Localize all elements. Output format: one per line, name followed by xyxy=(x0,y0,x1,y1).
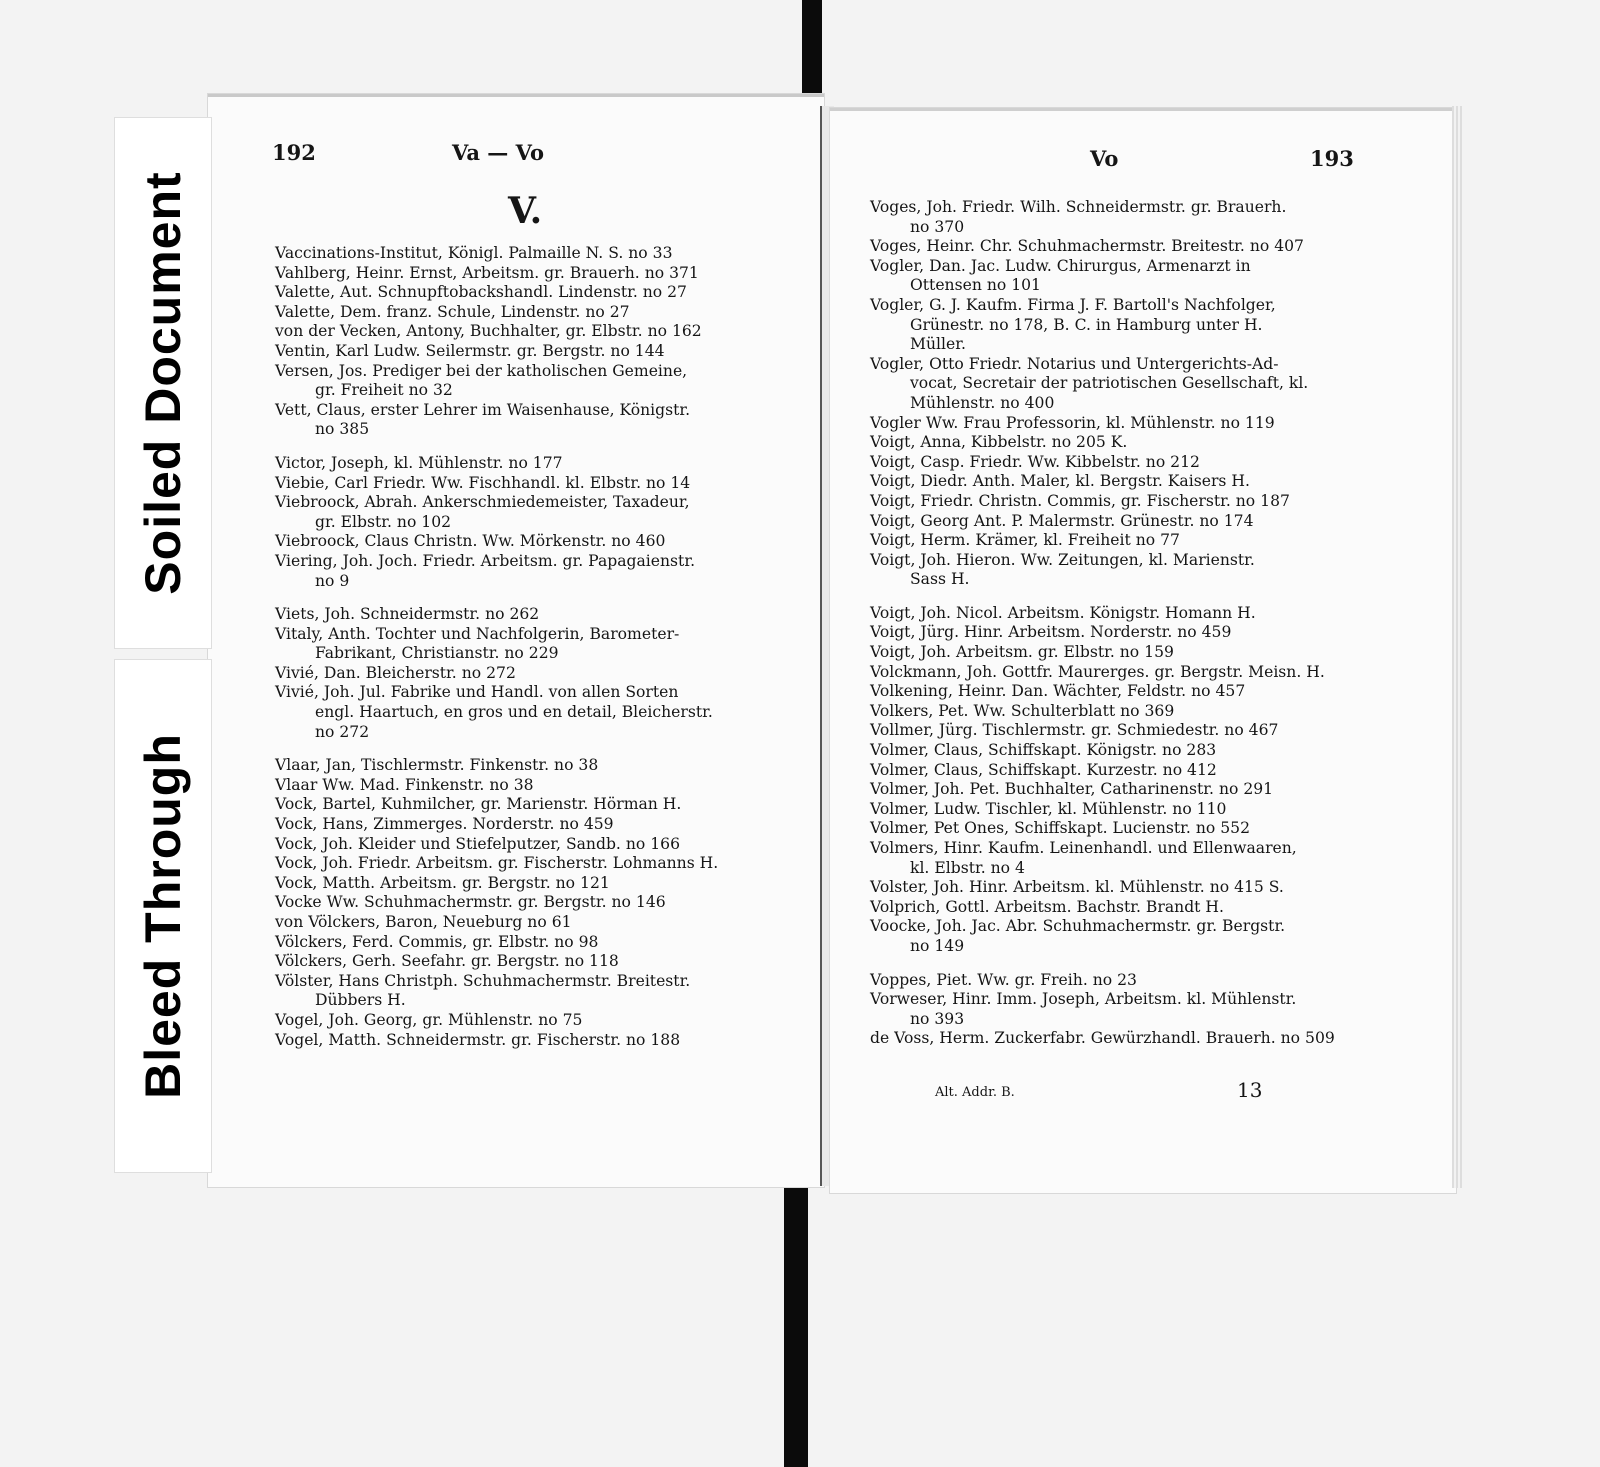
directory-entry xyxy=(275,342,787,362)
entry-line: Voocke, Joh. Jac. Abr. Schuhmachermstr. gr. Bergstr. xyxy=(870,917,1286,936)
entry-line: Viebroock, Abrah. Ankerschmiedemeister, Taxadeur, xyxy=(275,493,690,512)
entry-line: Völckers, Gerh. Seefahr. gr. Bergstr. no 118 xyxy=(275,952,619,971)
soiled-document-label xyxy=(115,118,211,648)
entry-line: Viebie, Carl Friedr. Ww. Fischhandl. kl. Elbstr. no 14 xyxy=(275,473,691,492)
directory-entry xyxy=(870,741,1390,761)
directory-entry xyxy=(870,604,1390,624)
directory-entry xyxy=(275,972,787,1011)
entry-line: Volmer, Pet Ones, Schiffskapt. Lucienstr. no 552 xyxy=(870,819,1250,838)
directory-entry xyxy=(870,551,1390,590)
entry-continuation-line: Grünestr. no 178, B. C. in Hamburg unter H. xyxy=(910,315,1263,334)
directory-entry xyxy=(870,800,1390,820)
footer-signature-number: 13 xyxy=(1237,1078,1263,1102)
entry-continuation-line: Mühlenstr. no 400 xyxy=(910,393,1055,412)
soiled-document-text: Soiled Document xyxy=(135,171,191,595)
directory-entry xyxy=(870,237,1390,257)
entry-continuation-line: Sass H. xyxy=(910,570,970,589)
bleed-through-text: Bleed Through xyxy=(135,733,191,1099)
entry-line: Völckers, Ferd. Commis, gr. Elbstr. no 98 xyxy=(275,932,599,951)
entry-gap xyxy=(275,591,787,605)
directory-entry xyxy=(870,414,1390,434)
entry-line: Volmer, Claus, Schiffskapt. Königstr. no 283 xyxy=(870,741,1217,760)
entry-line: Voges, Joh. Friedr. Wilh. Schneidermstr. gr. Brauerh. xyxy=(870,198,1287,216)
entry-line: Valette, Dem. franz. Schule, Lindenstr. no 27 xyxy=(275,302,630,321)
entry-line: Völster, Hans Christph. Schuhmachermstr. Breitestr. xyxy=(275,971,691,990)
directory-entry xyxy=(870,296,1390,355)
entry-line: Vivié, Dan. Bleicherstr. no 272 xyxy=(275,663,516,682)
entry-line: Vollmer, Jürg. Tischlermstr. gr. Schmiedestr. no 467 xyxy=(870,721,1279,740)
entry-line: Vock, Joh. Kleider und Stiefelputzer, Sandb. no 166 xyxy=(275,834,681,853)
entry-line: Vogler, Otto Friedr. Notarius und Untergerichts-Ad- xyxy=(870,354,1279,373)
directory-entry xyxy=(870,780,1390,800)
entry-line: Vivié, Joh. Jul. Fabrike und Handl. von allen Sorten xyxy=(275,683,679,702)
entry-line: Voigt, Casp. Friedr. Ww. Kibbelstr. no 212 xyxy=(870,452,1200,471)
entry-continuation-line: gr. Elbstr. no 102 xyxy=(315,512,452,531)
right-running-head: Vo xyxy=(1090,146,1119,171)
entry-line: Volmer, Ludw. Tischler, kl. Mühlenstr. no 110 xyxy=(870,799,1227,818)
directory-entry xyxy=(870,878,1390,898)
entry-line: Versen, Jos. Prediger bei der katholischen Gemeine, xyxy=(275,361,688,380)
left-page-number: 192 xyxy=(272,140,316,165)
entry-line: Vogler Ww. Frau Professorin, kl. Mühlenstr. no 119 xyxy=(870,413,1275,432)
directory-entry xyxy=(275,756,787,776)
entry-line: von Völckers, Baron, Neueburg no 61 xyxy=(275,913,572,931)
entry-line: Vogel, Matth. Schneidermstr. gr. Fischerstr. no 188 xyxy=(275,1030,681,1049)
entry-line: Valette, Aut. Schnupftobackshandl. Lindenstr. no 27 xyxy=(275,283,687,302)
footer-signature: Alt. Addr. B. xyxy=(935,1085,1015,1100)
entry-line: Vock, Matth. Arbeitsm. gr. Bergstr. no 121 xyxy=(275,873,610,892)
directory-entry xyxy=(275,1031,787,1051)
entry-line: Vock, Joh. Friedr. Arbeitsm. gr. Fischerstr. Lohmanns H. xyxy=(275,854,719,873)
entry-line: Voigt, Jürg. Hinr. Arbeitsm. Norderstr. no 459 xyxy=(870,623,1232,642)
directory-entry xyxy=(870,663,1390,683)
entry-continuation-line: Fabrikant, Christianstr. no 229 xyxy=(315,644,559,663)
directory-entry xyxy=(870,198,1390,237)
left-entry-list xyxy=(275,244,787,1050)
directory-entry xyxy=(275,874,787,894)
directory-entry xyxy=(275,893,787,913)
entry-continuation-line: kl. Elbstr. no 4 xyxy=(910,858,1025,877)
directory-entry xyxy=(275,933,787,953)
entry-line: Viering, Joh. Joch. Friedr. Arbeitsm. gr. Papagaienstr. xyxy=(275,551,696,570)
directory-entry xyxy=(870,971,1390,991)
directory-entry xyxy=(275,683,787,742)
entry-line: Viebroock, Claus Christn. Ww. Mörkenstr. no 460 xyxy=(275,532,666,551)
directory-entry xyxy=(275,795,787,815)
directory-entry xyxy=(275,815,787,835)
directory-entry xyxy=(870,839,1390,878)
entry-continuation-line: no 393 xyxy=(910,1009,965,1028)
page-edges xyxy=(1452,106,1462,1188)
entry-continuation-line: Dübbers H. xyxy=(315,991,406,1010)
directory-entry xyxy=(870,355,1390,414)
directory-entry xyxy=(275,952,787,972)
entry-continuation-line: gr. Freiheit no 32 xyxy=(315,381,453,400)
entry-line: von der Vecken, Antony, Buchhalter, gr. Elbstr. no 162 xyxy=(275,322,702,341)
entry-line: Vogler, G. J. Kaufm. Firma J. F. Bartoll's Nachfolger, xyxy=(870,295,1276,314)
directory-entry xyxy=(870,433,1390,453)
entry-line: Voigt, Diedr. Anth. Maler, kl. Bergstr. Kaisers H. xyxy=(870,472,1250,491)
directory-entry xyxy=(275,605,787,625)
directory-entry xyxy=(275,664,787,684)
directory-entry xyxy=(870,472,1390,492)
entry-line: Vett, Claus, erster Lehrer im Waisenhause, Königstr. xyxy=(275,400,691,419)
entry-line: Viets, Joh. Schneidermstr. no 262 xyxy=(275,605,540,624)
entry-line: Volkers, Pet. Ww. Schulterblatt no 369 xyxy=(870,701,1175,720)
directory-entry xyxy=(275,401,787,440)
directory-entry xyxy=(870,257,1390,296)
entry-line: Vorweser, Hinr. Imm. Joseph, Arbeitsm. kl. Mühlenstr. xyxy=(870,990,1297,1009)
directory-entry xyxy=(870,990,1390,1029)
entry-line: Vlaar Ww. Mad. Finkenstr. no 38 xyxy=(275,775,534,794)
entry-line: Voigt, Joh. Hieron. Ww. Zeitungen, kl. Marienstr. xyxy=(870,550,1255,569)
directory-entry xyxy=(275,835,787,855)
directory-entry xyxy=(870,761,1390,781)
entry-line: Voigt, Anna, Kibbelstr. no 205 K. xyxy=(870,433,1128,452)
entry-line: Voppes, Piet. Ww. gr. Freih. no 23 xyxy=(870,970,1137,989)
entry-line: Victor, Joseph, kl. Mühlenstr. no 177 xyxy=(275,453,563,472)
entry-continuation-line: no 385 xyxy=(315,420,370,439)
entry-line: Voigt, Joh. Arbeitsm. gr. Elbstr. no 159 xyxy=(870,643,1174,662)
directory-entry xyxy=(275,362,787,401)
directory-entry xyxy=(870,643,1390,663)
directory-entry xyxy=(275,854,787,874)
entry-continuation-line: Müller. xyxy=(910,335,966,354)
entry-line: de Voss, Herm. Zuckerfabr. Gewürzhandl. Brauerh. no 509 xyxy=(870,1029,1335,1048)
entry-line: Volmer, Claus, Schiffskapt. Kurzestr. no 412 xyxy=(870,760,1217,779)
directory-entry xyxy=(870,898,1390,918)
binding-strip-bottom xyxy=(784,1176,808,1467)
entry-continuation-line: Ottensen no 101 xyxy=(910,276,1041,295)
entry-continuation-line: no 370 xyxy=(910,217,965,236)
directory-entry xyxy=(870,512,1390,532)
entry-line: Volckmann, Joh. Gottfr. Maurerges. gr. Bergstr. Meisn. H. xyxy=(870,662,1325,681)
entry-line: Voigt, Friedr. Christn. Commis, gr. Fischerstr. no 187 xyxy=(870,491,1290,510)
directory-entry xyxy=(275,264,787,284)
entry-line: Vahlberg, Heinr. Ernst, Arbeitsm. gr. Brauerh. no 371 xyxy=(275,263,699,282)
entry-line: Volmer, Joh. Pet. Buchhalter, Catharinenstr. no 291 xyxy=(870,780,1274,799)
entry-line: Vocke Ww. Schuhmachermstr. gr. Bergstr. no 146 xyxy=(275,893,666,912)
directory-entry xyxy=(275,454,787,474)
entry-line: Vogel, Joh. Georg, gr. Mühlenstr. no 75 xyxy=(275,1010,583,1029)
directory-entry xyxy=(275,493,787,532)
directory-entry xyxy=(870,819,1390,839)
right-page-number: 193 xyxy=(1310,146,1354,171)
entry-line: Volster, Joh. Hinr. Arbeitsm. kl. Mühlenstr. no 415 S. xyxy=(870,878,1284,897)
entry-line: Ventin, Karl Ludw. Seilermstr. gr. Bergstr. no 144 xyxy=(275,341,665,360)
section-letter: V. xyxy=(508,190,543,232)
entry-gap xyxy=(870,957,1390,971)
directory-entry xyxy=(275,322,787,342)
entry-continuation-line: no 149 xyxy=(910,936,965,955)
entry-gap xyxy=(275,742,787,756)
entry-continuation-line: engl. Haartuch, en gros und en detail, Bleicherstr. xyxy=(315,703,713,722)
directory-entry xyxy=(275,552,787,591)
directory-entry xyxy=(870,453,1390,473)
directory-entry xyxy=(870,917,1390,956)
entry-line: Volprich, Gottl. Arbeitsm. Bachstr. Brandt H. xyxy=(870,897,1224,916)
entry-line: Volmers, Hinr. Kaufm. Leinenhandl. und Ellenwaaren, xyxy=(870,839,1297,857)
directory-entry xyxy=(275,913,787,933)
entry-line: Vlaar, Jan, Tischlermstr. Finkenstr. no 38 xyxy=(275,756,599,775)
directory-entry xyxy=(275,283,787,303)
directory-entry xyxy=(275,776,787,796)
entry-continuation-line: no 272 xyxy=(315,722,370,741)
right-entry-list xyxy=(870,198,1390,1049)
directory-entry xyxy=(870,492,1390,512)
entry-gap xyxy=(870,590,1390,604)
directory-entry xyxy=(870,702,1390,722)
directory-entry xyxy=(870,623,1390,643)
directory-entry xyxy=(870,682,1390,702)
directory-entry xyxy=(275,303,787,323)
entry-line: Voigt, Herm. Krämer, kl. Freiheit no 77 xyxy=(870,531,1180,550)
entry-gap xyxy=(275,440,787,454)
entry-line: Vogler, Dan. Jac. Ludw. Chirurgus, Armenarzt in xyxy=(870,256,1251,275)
directory-entry xyxy=(870,721,1390,741)
directory-entry xyxy=(275,474,787,494)
directory-entry xyxy=(275,625,787,664)
entry-line: Volkening, Heinr. Dan. Wächter, Feldstr. no 457 xyxy=(870,682,1246,701)
directory-entry xyxy=(870,531,1390,551)
directory-entry xyxy=(275,244,787,264)
entry-line: Vaccinations-Institut, Königl. Palmaille N. S. no 33 xyxy=(275,244,673,262)
entry-line: Vock, Bartel, Kuhmilcher, gr. Marienstr. Hörman H. xyxy=(275,795,682,814)
directory-entry xyxy=(275,1011,787,1031)
entry-line: Voges, Heinr. Chr. Schuhmachermstr. Breitestr. no 407 xyxy=(870,237,1304,256)
entry-continuation-line: vocat, Secretair der patriotischen Gesellschaft, kl. xyxy=(910,374,1309,393)
entry-line: Voigt, Georg Ant. P. Malermstr. Grünestr. no 174 xyxy=(870,511,1254,530)
directory-entry xyxy=(870,1029,1390,1049)
entry-line: Vock, Hans, Zimmerges. Norderstr. no 459 xyxy=(275,815,614,834)
entry-line: Voigt, Joh. Nicol. Arbeitsm. Königstr. Homann H. xyxy=(870,603,1256,622)
entry-continuation-line: no 9 xyxy=(315,571,350,590)
directory-entry xyxy=(275,532,787,552)
entry-line: Vitaly, Anth. Tochter und Nachfolgerin, Barometer- xyxy=(275,624,680,643)
bleed-through-label xyxy=(115,660,211,1172)
left-running-head: Va — Vo xyxy=(452,140,544,165)
